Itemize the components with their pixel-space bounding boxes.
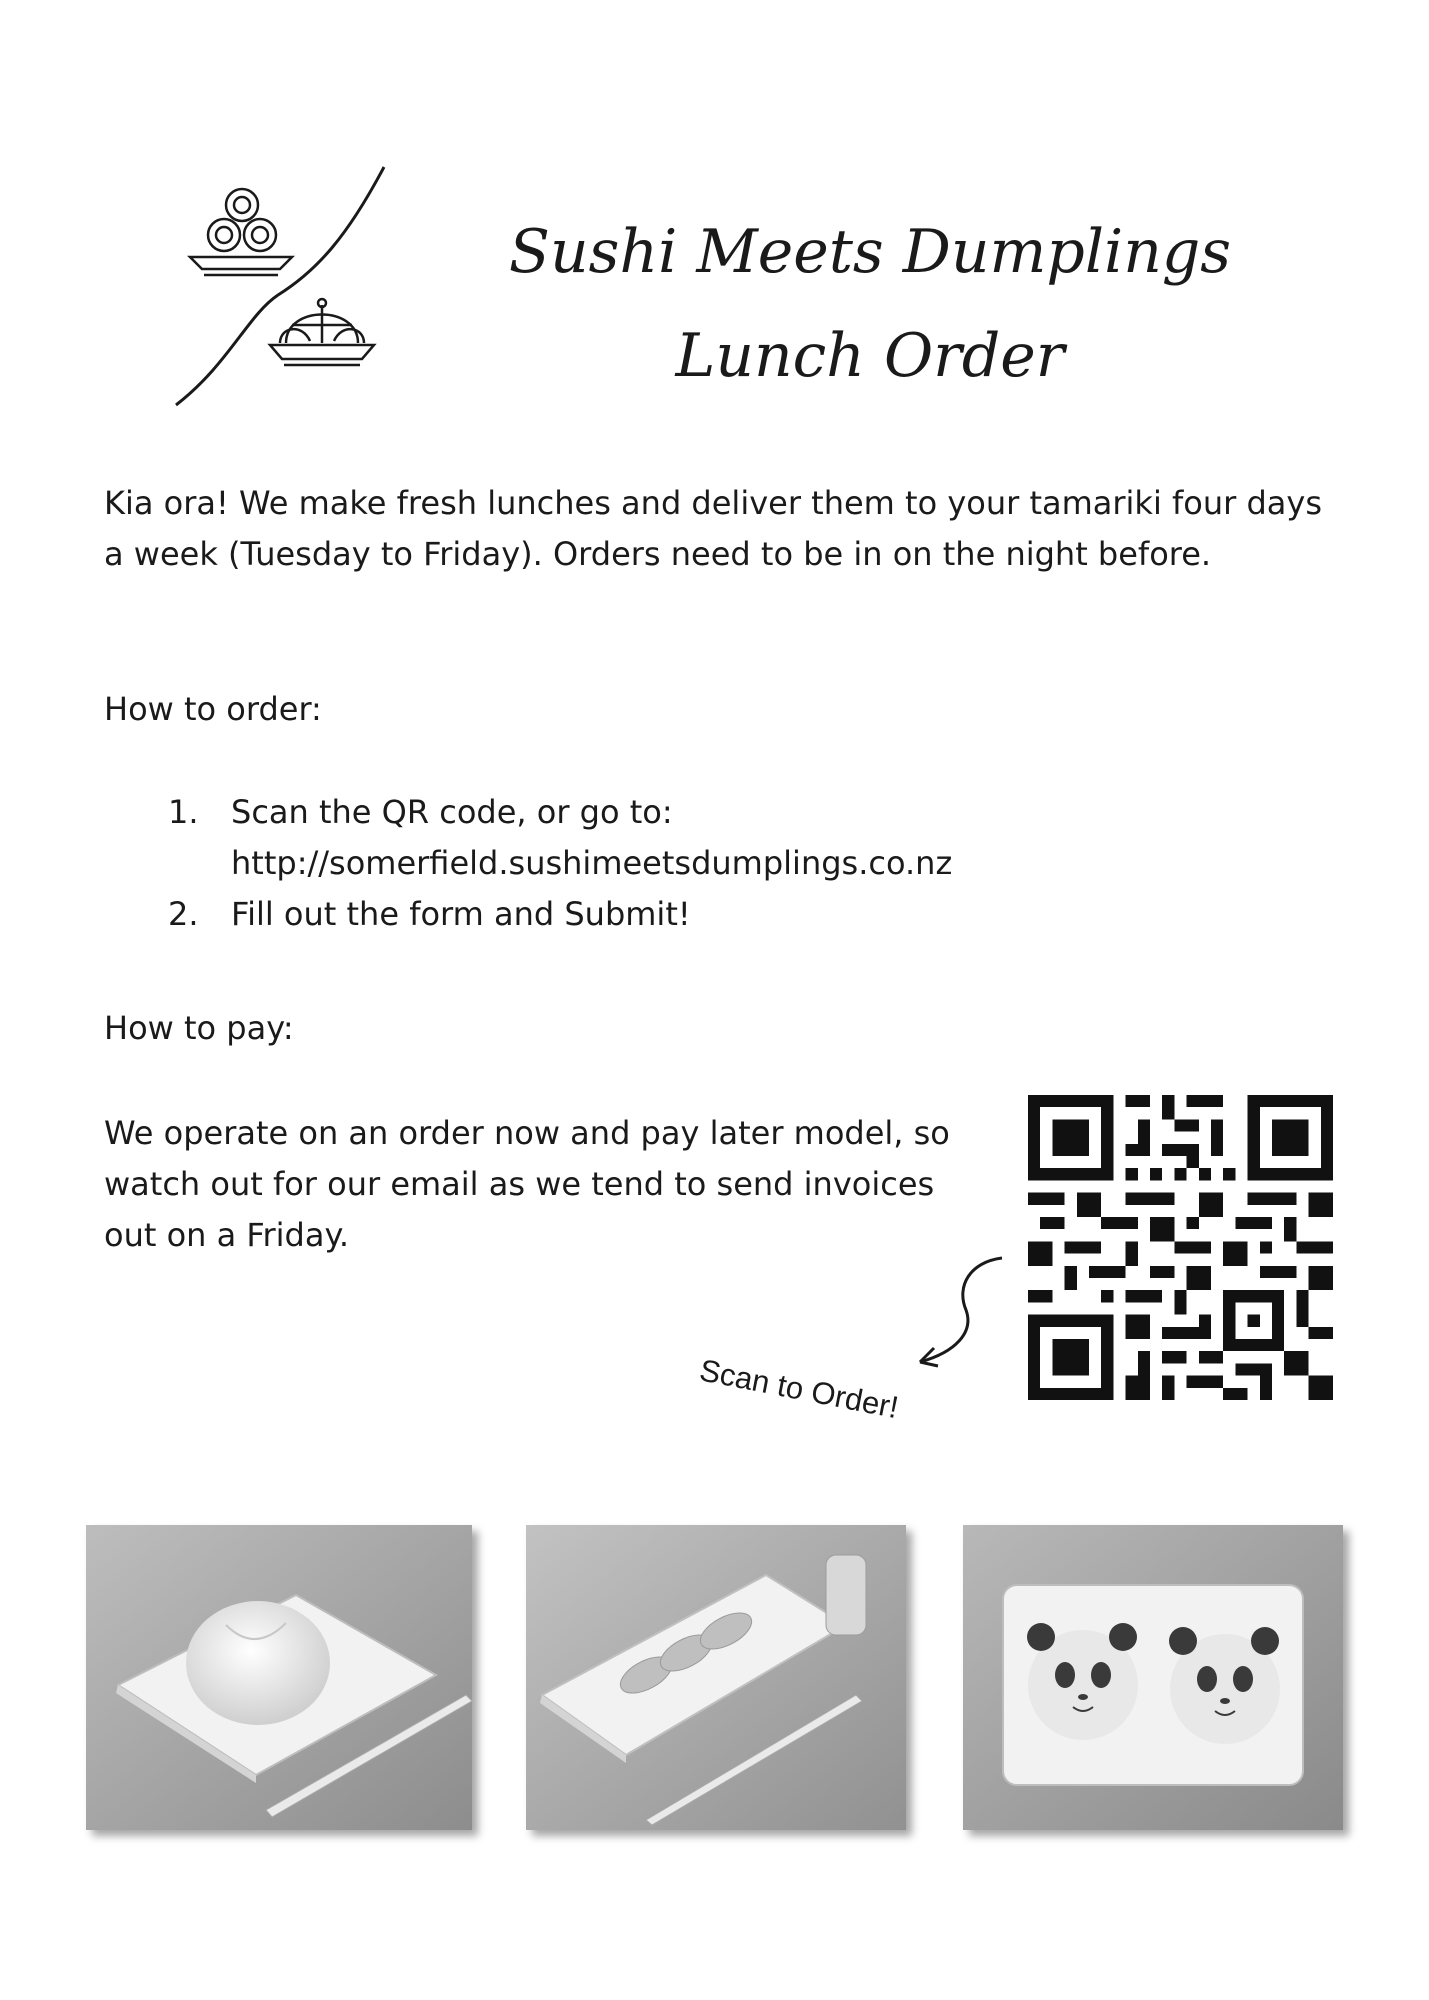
order-steps-list [168,787,952,940]
scan-to-order-label: Scan to Order! [696,1352,902,1426]
dumplings-photo [526,1525,906,1830]
step-text: Fill out the form and Submit! [231,895,691,933]
step-number: 2. [168,895,199,933]
how-to-order-heading: How to order: [104,690,322,728]
payment-description: We operate on an order now and pay later model, so watch out for our email as we tend to send invoices out on a Friday. [104,1114,950,1254]
qr-code[interactable] [1028,1095,1333,1400]
title-line-2: Lunch Order [675,321,1065,391]
order-step [168,889,952,940]
steamed-bun-photo [86,1525,472,1830]
step-text: Scan the QR code, or go to: [231,793,673,831]
logo-icon [168,165,428,415]
step-number: 1. [168,793,199,831]
order-url-link[interactable]: http://somerfield.sushimeetsdumplings.co.nz [231,844,953,882]
intro-paragraph: Kia ora! We make fresh lunches and deliver them to your tamariki four days a week (Tuesday to Friday). Orders need to be in on the night before. [104,484,1322,573]
title-line-1: Sushi Meets Dumplings [508,217,1232,287]
curved-arrow-icon [860,1240,1010,1370]
panda-rice-balls-photo [963,1525,1343,1830]
how-to-pay-heading: How to pay: [104,1009,294,1047]
order-step [168,787,952,889]
page-title [470,200,1270,408]
